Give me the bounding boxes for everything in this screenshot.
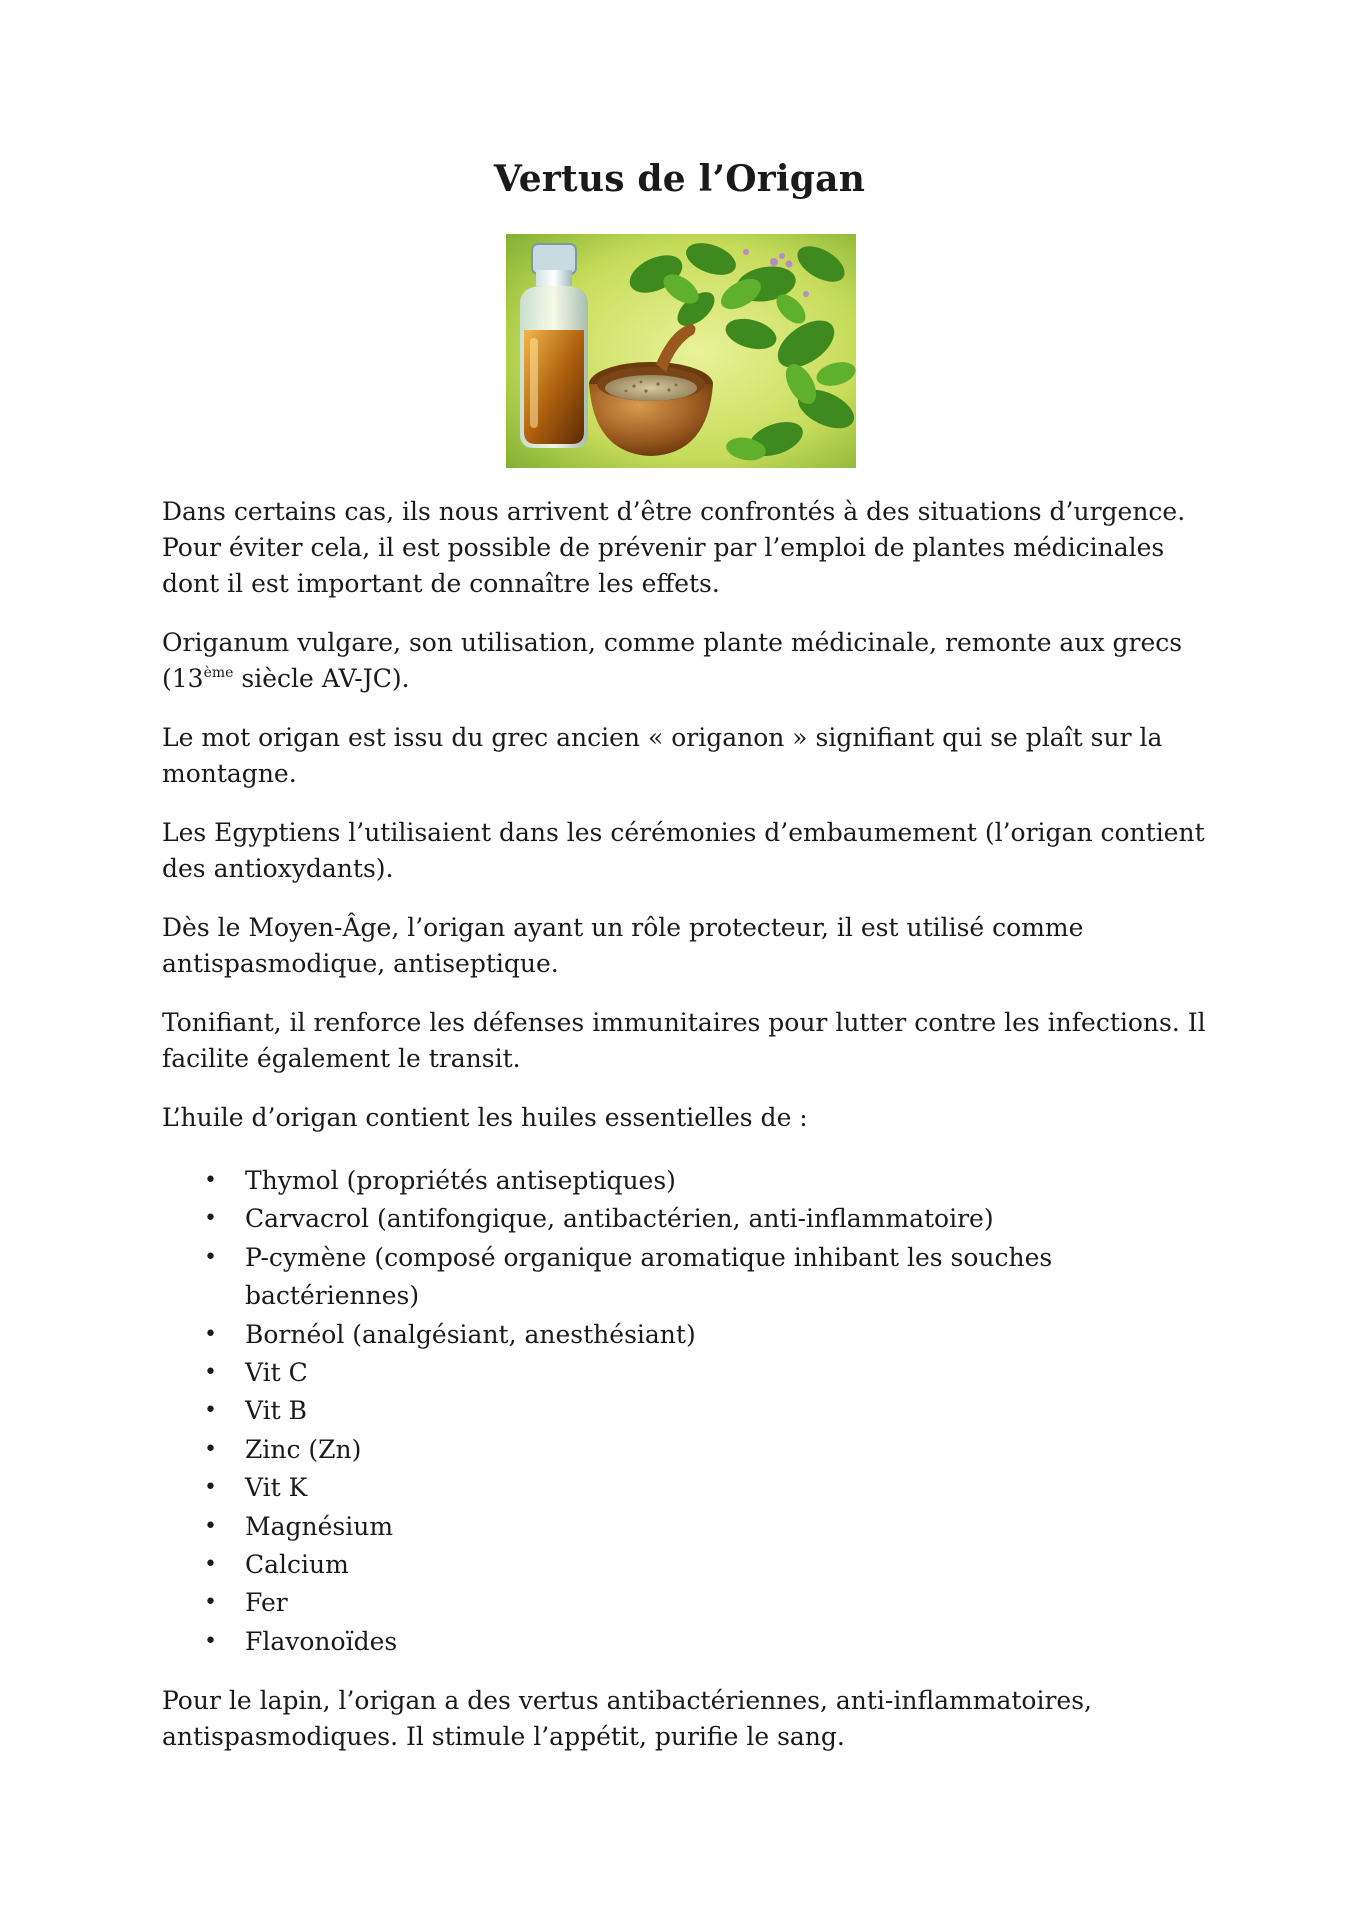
oregano-illustration	[506, 234, 856, 468]
paragraph-origin-text: Origanum vulgare, son utilisation, comme plante médicinale, remonte aux grecs (13	[162, 628, 1183, 693]
bullet-icon: •	[204, 1244, 217, 1270]
paragraph-etymology: Le mot origan est issu du grec ancien « origanon » signifiant qui se plaît sur la montagne.	[162, 723, 1163, 788]
paragraph-origin-end: siècle AV-JC).	[233, 664, 410, 693]
oregano-photo	[506, 234, 856, 468]
list-item: • Carvacrol (antifongique, antibactérien, anti-inflammatoire)	[162, 1200, 1212, 1238]
bullet-icon: •	[204, 1475, 217, 1501]
bullet-icon: •	[204, 1168, 217, 1193]
list-item: • Fer	[162, 1584, 1212, 1622]
paragraph-origin	[162, 625, 1212, 697]
article-body	[162, 494, 1212, 1778]
paragraph-oil-intro: L’huile d’origan contient les huiles essentielles de :	[162, 1103, 808, 1132]
list-item: • Vit B	[162, 1392, 1212, 1430]
paragraph-intro: Dans certains cas, ils nous arrivent d’être confrontés à des situations d’urgence. Pour éviter cela, il est possible de prévenir par l’emploi de plantes médicinales dont il est important de connaître les effets.	[162, 497, 1186, 598]
paragraph-tonic: Tonifiant, il renforce les défenses immunitaires pour lutter contre les infections. Il facilite également le transit.	[162, 1008, 1206, 1073]
bullet-icon: •	[204, 1206, 217, 1232]
list-item: • Calcium	[162, 1546, 1212, 1584]
bullet-icon: •	[204, 1590, 217, 1616]
list-item: • Vit K	[162, 1469, 1212, 1507]
paragraph-rabbit: Pour le lapin, l’origan a des vertus antibactériennes, anti-inflammatoires, antispasmodiques. Il stimule l’appétit, purifie le sang.	[162, 1686, 1092, 1752]
bullet-icon: •	[204, 1436, 217, 1462]
list-item: • Zinc (Zn)	[162, 1431, 1212, 1469]
superscript-eme: ème	[203, 665, 234, 681]
bullet-icon: •	[204, 1552, 217, 1578]
list-item: • Flavonoïdes	[162, 1623, 1212, 1661]
bullet-icon: •	[204, 1360, 217, 1386]
bullet-icon: •	[204, 1321, 217, 1347]
list-item: • Bornéol (analgésiant, anesthésiant)	[162, 1316, 1212, 1354]
page-title: Vertus de l’Origan	[493, 158, 866, 200]
list-item: • Thymol (propriétés antiseptiques)	[162, 1162, 1212, 1200]
list-item: • P-cymène (composé organique aromatique inhibant les souches bactériennes)	[162, 1239, 1212, 1316]
bullet-icon: •	[204, 1398, 217, 1424]
paragraph-middle-ages: Dès le Moyen-Âge, l’origan ayant un rôle protecteur, il est utilisé comme antispasmodique, antiseptique.	[162, 913, 1084, 978]
list-item: • Magnésium	[162, 1508, 1212, 1546]
bullet-icon: •	[204, 1513, 217, 1539]
bullet-icon: •	[204, 1628, 217, 1654]
paragraph-egyptians: Les Egyptiens l’utilisaient dans les cérémonies d’embaumement (l’origan contient des antioxydants).	[162, 818, 1205, 883]
list-item: • Vit C	[162, 1354, 1212, 1392]
essential-oils-list	[162, 1162, 1212, 1661]
